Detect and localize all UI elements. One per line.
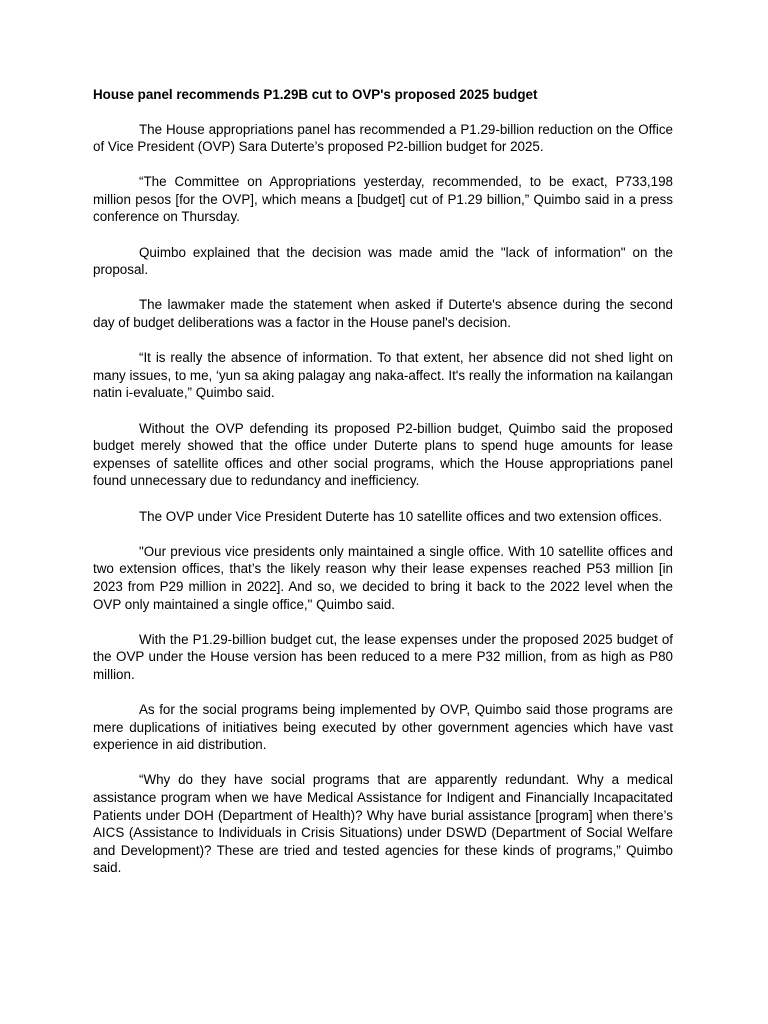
paragraph-3: Quimbo explained that the decision was made amid the "lack of information" on the proposal. [93,244,673,278]
paragraph-10: As for the social programs being implemented by OVP, Quimbo said those programs are mere duplications of initiatives being executed by other government agencies which have vast experience in aid distribution. [93,702,673,753]
paragraph-7: The OVP under Vice President Duterte has 10 satellite offices and two extension offices. [139,508,663,524]
paragraph-11: “Why do they have social programs that are apparently redundant. Why a medical assistance program when we have Medical Assistance for Indigent and Financially Incapacitated Patients under DOH (Department of Health)? Why have burial assistance [program] when there’s AICS (Assistance to Individuals in Crisis Situations) under DSWD (Department of Social Welfare and Development)? These are tried and tested agencies for these kinds of programs,” Quimbo said. [93,772,673,876]
paragraph-5: “It is really the absence of information. To that extent, her absence did not shed light on many issues, to me, ‘yun sa aking palagay ang naka-affect. It's really the information na kailangan natin i-evaluate,” Quimbo said. [93,350,673,401]
document-page [93,86,673,895]
paragraph-6: Without the OVP defending its proposed P2-billion budget, Quimbo said the proposed budget merely showed that the office under Duterte plans to spend huge amounts for lease expenses of satellite offices and other social programs, which the House appropriations panel found unnecessary due to redundancy and inefficiency. [93,420,673,489]
article-title: House panel recommends P1.29B cut to OVP's proposed 2025 budget [93,87,538,102]
paragraph-8: "Our previous vice presidents only maintained a single office. With 10 satellite offices and two extension offices, that’s the likely reason why their lease expenses reached P53 million [in 2023 from P29 million in 2022]. And so, we decided to bring it back to the 2022 level when the OVP only maintained a single office," Quimbo said. [93,543,673,612]
paragraph-9: With the P1.29-billion budget cut, the lease expenses under the proposed 2025 budget of the OVP under the House version has been reduced to a mere P32 million, from as high as P80 million. [93,631,673,682]
paragraph-2: “The Committee on Appropriations yesterday, recommended, to be exact, P733,198 million pesos [for the OVP], which means a [budget] cut of P1.29 billion,” Quimbo said in a press conference on Thursday. [93,174,673,225]
paragraph-4: The lawmaker made the statement when asked if Duterte's absence during the second day of budget deliberations was a factor in the House panel's decision. [93,297,673,331]
paragraph-1: The House appropriations panel has recommended a P1.29-billion reduction on the Office of Vice President (OVP) Sara Duterte’s proposed P2-billion budget for 2025. [93,121,673,155]
